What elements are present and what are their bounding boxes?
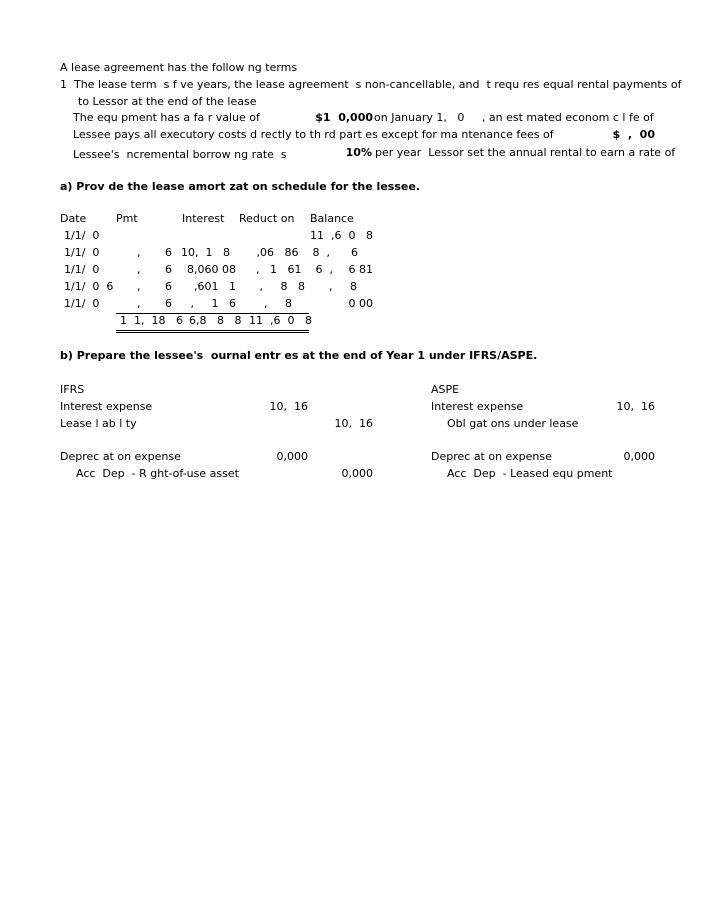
row-reduction: , 8 (264, 297, 292, 310)
row-pmt: , 6 (137, 246, 172, 259)
part-a-heading: a) Prov de the lease amort zat on schedule for the lessee. (60, 180, 420, 193)
total-pmt: 1 1, 18 6 (120, 314, 183, 327)
row-pmt: , 6 (137, 263, 172, 276)
col-header-reduction: Reduct on (239, 212, 295, 225)
aspe-obligations-label: Obl gat ons under lease (447, 417, 579, 430)
total-reduction: 11 ,6 0 8 (249, 314, 312, 327)
aspe-acc-dep-label: Acc Dep - Leased equ pment (447, 467, 613, 480)
col-header-interest: Interest (182, 212, 225, 225)
row-balance: 0 00 (348, 297, 373, 310)
ifrs-title: IFRS (60, 383, 85, 396)
col-header-balance: Balance (310, 212, 354, 225)
ifrs-lease-liability-credit: 10, 16 (334, 417, 373, 430)
total-interest: 6,8 8 8 (189, 314, 242, 327)
row-reduction: , 8 8 (259, 280, 305, 293)
intro-line-5-text: Lessee pays all executory costs d rectly to th rd part es except for ma ntenance fees of (73, 128, 554, 141)
ifrs-interest-expense-debit: 10, 16 (269, 400, 308, 413)
row-pmt: , 6 (137, 280, 172, 293)
row-balance: 6 81 (348, 263, 373, 276)
col-header-date: Date (60, 212, 87, 225)
aspe-depreciation-debit: 0,000 (623, 450, 655, 463)
row-pmt: , 6 (137, 297, 172, 310)
row-interest: 10, 1 8 (181, 246, 230, 259)
ifrs-depreciation-label: Deprec at on expense (60, 450, 181, 463)
ifrs-lease-liability-label: Lease l ab l ty (60, 417, 137, 430)
intro-line-3: to Lessor at the end of the lease (78, 95, 257, 108)
row-balance: 11 ,6 0 8 (310, 229, 373, 242)
row-date: 1/1/ 0 (64, 229, 100, 242)
row-balance: 6 (351, 246, 358, 259)
aspe-interest-expense-label: Interest expense (431, 400, 524, 413)
ifrs-acc-dep-credit: 0,000 (341, 467, 373, 480)
intro-line-4-text: The equ pment has a fa r value of (73, 111, 260, 124)
intro-maintenance-fee: $ , 00 (612, 128, 655, 141)
aspe-title: ASPE (431, 383, 460, 396)
row-interest: , 1 6 (190, 297, 236, 310)
row-interest: 8,060 08 (187, 263, 236, 276)
row-reduction: , 1 61 6 , (256, 263, 333, 276)
intro-line-4-tail: on January 1, 0 , an est mated econom c l fe of (374, 111, 654, 124)
col-header-pmt: Pmt (116, 212, 138, 225)
intro-line-2: 1 The lease term s f ve years, the lease agreement s non-cancellable, and t requ res equal rental payments of (60, 78, 682, 91)
ifrs-depreciation-debit: 0,000 (276, 450, 308, 463)
aspe-depreciation-label: Deprec at on expense (431, 450, 552, 463)
row-balance: , 8 (329, 280, 357, 293)
ifrs-acc-dep-label: Acc Dep - R ght-of-use asset (76, 467, 239, 480)
intro-borrowing-rate: 10% (345, 146, 372, 159)
row-date: 1/1/ 0 (64, 263, 100, 276)
totals-double-underline (116, 330, 309, 333)
part-b-heading: b) Prepare the lessee's ournal entr es at the end of Year 1 under IFRS/ASPE. (60, 349, 538, 362)
row-reduction: ,06 86 8 , (256, 246, 330, 259)
intro-line-6-tail: per year Lessor set the annual rental to earn a rate of (375, 146, 676, 159)
ifrs-interest-expense-label: Interest expense (60, 400, 153, 413)
aspe-interest-expense-debit: 10, 16 (616, 400, 655, 413)
intro-line-1: A lease agreement has the follow ng terms (60, 61, 298, 74)
intro-fair-value: $1 0,000 (315, 111, 373, 124)
row-date: 1/1/ 0 6 (64, 280, 114, 293)
row-interest: ,601 1 (194, 280, 236, 293)
intro-line-6-text: Lessee's ncremental borrow ng rate s (73, 148, 287, 161)
row-date: 1/1/ 0 (64, 297, 100, 310)
row-date: 1/1/ 0 (64, 246, 100, 259)
